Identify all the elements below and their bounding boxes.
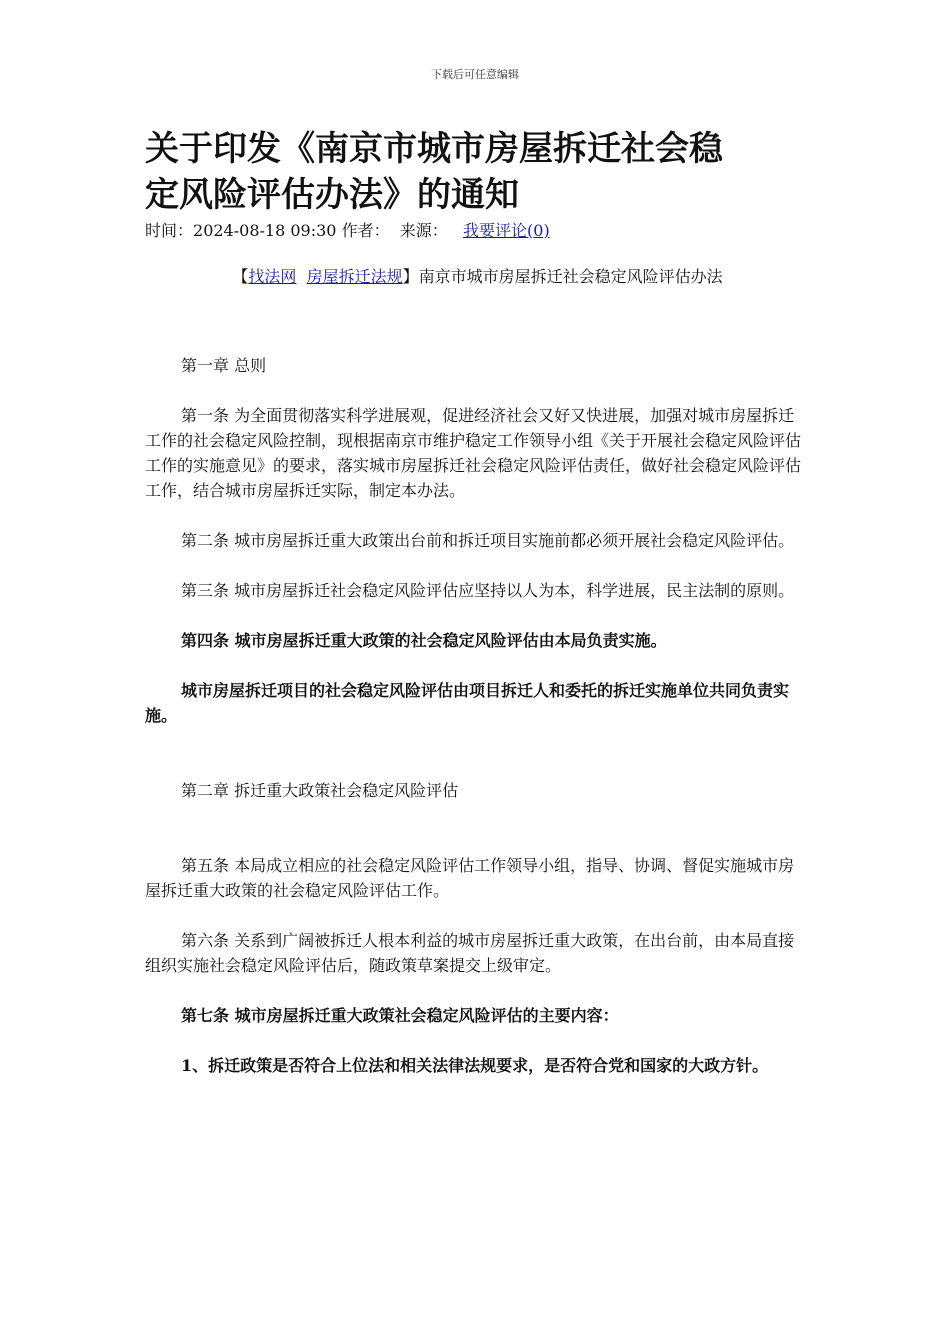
intro-close-bracket: 】 [402,267,419,286]
page-header-note: 下载后可任意编辑 [431,68,519,81]
time-label: 时间： [145,221,194,240]
article-clause-4-continued: 城市房屋拆迁项目的社会稳定风险评估由项目拆迁人和委托的拆迁实施单位共同负责实施。 [145,681,790,725]
zhaofawang-link[interactable]: 找法网 [248,267,297,286]
article-clause-1: 第一条 为全面贯彻落实科学进展观，促进经济社会又好又快进展，加强对城市房屋拆迁工作的社会稳定风险控制，现根据南京市维护稳定工作领导小组《关于开展社会稳定风险评估工作的实施意见》的要求，落实城市房屋拆迁社会稳定风险评估责任，做好社会稳定风险评估工作，结合城市房屋拆迁实际，制定本办法。 [145,406,802,500]
intro-text: 南京市城市房屋拆迁社会稳定风险评估办法 [418,267,723,286]
article-clause-7-item-1: 1、拆迁政策是否符合上位法和相关法律法规要求，是否符合党和国家的大政方针。 [181,1056,769,1075]
article-title-line2: 定风险评估办法》的通知 [145,175,519,215]
article-clause-5: 第五条 本局成立相应的社会稳定风险评估工作领导小组，指导、协调、督促实施城市房屋拆迁重大政策的社会稳定风险评估工作。 [145,856,795,900]
article-clause-7: 第七条 城市房屋拆迁重大政策社会稳定风险评估的主要内容： [181,1006,619,1025]
source-label: 来源： [399,221,448,240]
article-clause-4: 第四条 城市房屋拆迁重大政策的社会稳定风险评估由本局负责实施。 [181,631,667,650]
comment-link[interactable]: 我要评论(0) [463,221,550,240]
chapter-heading-1: 第一章 总则 [181,356,267,375]
article-meta [145,220,810,242]
article-clause-6: 第六条 关系到广阔被拆迁人根本利益的城市房屋拆迁重大政策，在出台前，由本局直接组织实施社会稳定风险评估后，随政策草案提交上级审定。 [145,931,795,975]
article-intro [145,266,810,288]
article-clause-3: 第三条 城市房屋拆迁社会稳定风险评估应坚持以人为本，科学进展，民主法制的原则。 [181,581,795,600]
intro-open-bracket: 【 [232,267,249,286]
article-title-line1: 关于印发《南京市城市房屋拆迁社会稳 [145,129,723,169]
time-value: 2024-08-18 09:30 [193,221,337,240]
chapter-heading-2: 第二章 拆迁重大政策社会稳定风险评估 [181,781,459,800]
author-label: 作者： [341,221,390,240]
article-title [145,126,810,218]
article [145,126,810,1078]
demolition-law-link[interactable]: 房屋拆迁法规 [306,267,403,286]
article-clause-2: 第二条 城市房屋拆迁重大政策出台前和拆迁项目实施前都必须开展社会稳定风险评估。 [181,531,795,550]
